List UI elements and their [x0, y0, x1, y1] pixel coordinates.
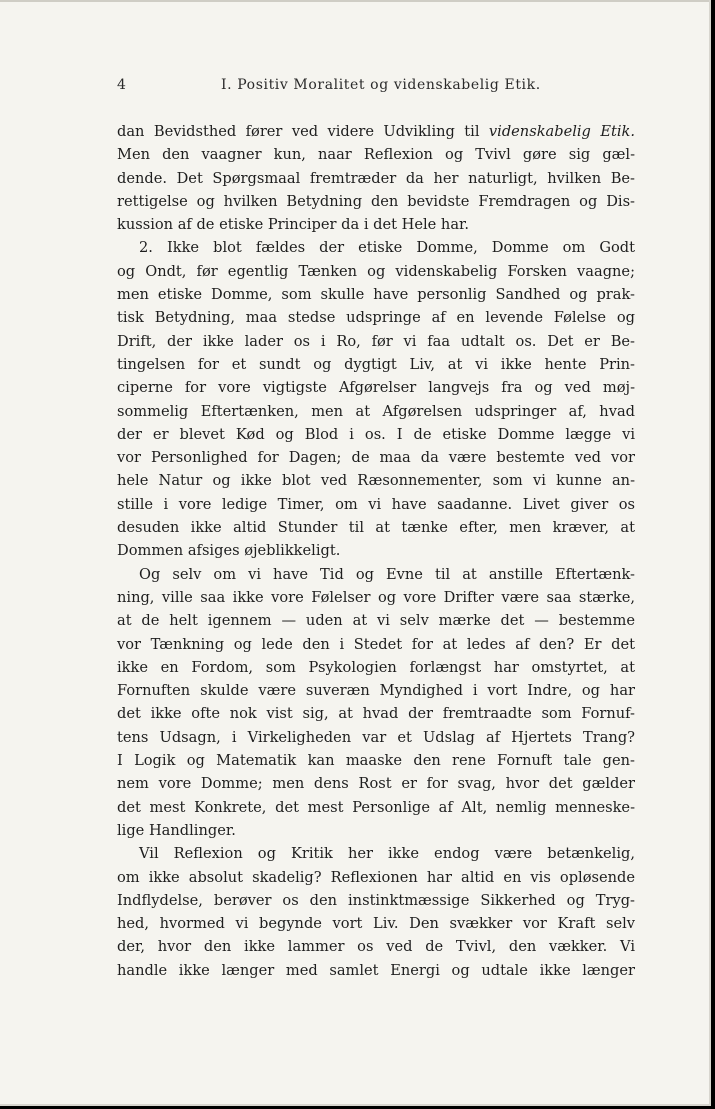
- running-head: [117, 77, 637, 97]
- text-line: Drift, der ikke lader os i Ro, før vi faa udtalt os. Det er Be-: [117, 332, 635, 350]
- text-line: kussion af de etiske Principer da i det Hele har.: [117, 216, 470, 234]
- text-line: lige Handlinger.: [117, 821, 236, 839]
- text-line: Indflydelse, berøver os den instinktmæssige Sikkerhed og Tryg-: [117, 891, 635, 909]
- emphasis: videnskabelig Etik.: [488, 123, 635, 140]
- text-line: ning, ville saa ikke vore Følelser og vore Drifter være saa stærke,: [117, 588, 635, 606]
- text-line: dan Bevidsthed fører ved videre Udvikling til videnskabelig Etik.: [117, 123, 635, 140]
- text-line: Fornuften skulde være suveræn Myndighed i vort Indre, og har: [117, 682, 635, 700]
- paragraph-start: Og selv om vi have Tid og Evne til at anstille Eftertænk-: [139, 565, 635, 583]
- text-line: det ikke ofte nok vist sig, at hvad der fremtraadte som Fornuf-: [117, 705, 635, 723]
- text-line: desuden ikke altid Stunder til at tænke efter, men kræver, at: [117, 519, 635, 537]
- text-line: ciperne for vore vigtigste Afgørelser langvejs fra og ved møj-: [117, 379, 635, 397]
- text-line: der, hvor den ikke lammer os ved de Tvivl, den vækker. Vi: [117, 938, 635, 956]
- running-title: I. Positiv Moralitet og videnskabelig Etik.: [221, 77, 541, 93]
- paragraph-start: Vil Reflexion og Kritik her ikke endog være betænkelig,: [139, 845, 635, 863]
- page-top-edge: [0, 0, 709, 2]
- body-text: [117, 120, 635, 982]
- text-line: og Ondt, før egentlig Tænken og videnskabelig Forsken vaagne;: [117, 262, 635, 280]
- text-line: at de helt igennem — uden at vi selv mærke det — bestemme: [117, 612, 635, 630]
- text-line: sommelig Eftertænken, men at Afgørelsen udspringer af, hvad: [117, 402, 635, 420]
- text-line: handle ikke længer med samlet Energi og udtale ikke længer: [117, 961, 635, 979]
- text-line: Dommen afsiges øjeblikkeligt.: [117, 542, 341, 560]
- text-line: nem vore Domme; men dens Rost er for svag, hvor det gælder: [117, 775, 635, 793]
- text-line: stille i vore ledige Timer, om vi have saadanne. Livet giver os: [117, 495, 635, 513]
- text-line: I Logik og Matematik kan maaske den rene Fornuft tale gen-: [117, 752, 635, 770]
- text-line: ikke en Fordom, som Psykologien forlængst har omstyrtet, at: [117, 658, 635, 676]
- text-line: dende. Det Spørgsmaal fremtræder da her naturligt, hvilken Be-: [117, 169, 635, 187]
- text-line: rettigelse og hvilken Betydning den bevidste Fremdragen og Dis-: [117, 192, 635, 210]
- text-line: det mest Konkrete, det mest Personlige af Alt, nemlig menneske-: [117, 798, 635, 816]
- text-line: hed, hvormed vi begynde vort Liv. Den svækker vor Kraft selv: [117, 915, 635, 933]
- paragraph-start: 2. Ikke blot fældes der etiske Domme, Domme om Godt: [139, 239, 635, 257]
- text-line: om ikke absolut skadelig? Reflexionen har altid en vis opløsende: [117, 868, 635, 886]
- text-line: men etiske Domme, som skulle have personlig Sandhed og prak-: [117, 286, 635, 304]
- text-line: hele Natur og ikke blot ved Ræsonnementer, som vi kunne an-: [117, 472, 635, 490]
- text-line: vor Personlighed for Dagen; de maa da være bestemte ved vor: [117, 449, 635, 467]
- text-line: tens Udsagn, i Virkeligheden var et Udslag af Hjertets Trang?: [117, 728, 635, 746]
- text-line: der er blevet Kød og Blod i os. I de etiske Domme lægge vi: [117, 425, 635, 443]
- text-line: Men den vaagner kun, naar Reflexion og Tvivl gøre sig gæl-: [117, 146, 635, 164]
- text-line: vor Tænkning og lede den i Stedet for at ledes af den? Er det: [117, 635, 635, 653]
- text-line: tingelsen for et sundt og dygtigt Liv, at vi ikke hente Prin-: [117, 355, 635, 373]
- page-number: 4: [117, 77, 126, 93]
- text-line: tisk Betydning, maa stedse udspringe af en levende Følelse og: [117, 309, 635, 327]
